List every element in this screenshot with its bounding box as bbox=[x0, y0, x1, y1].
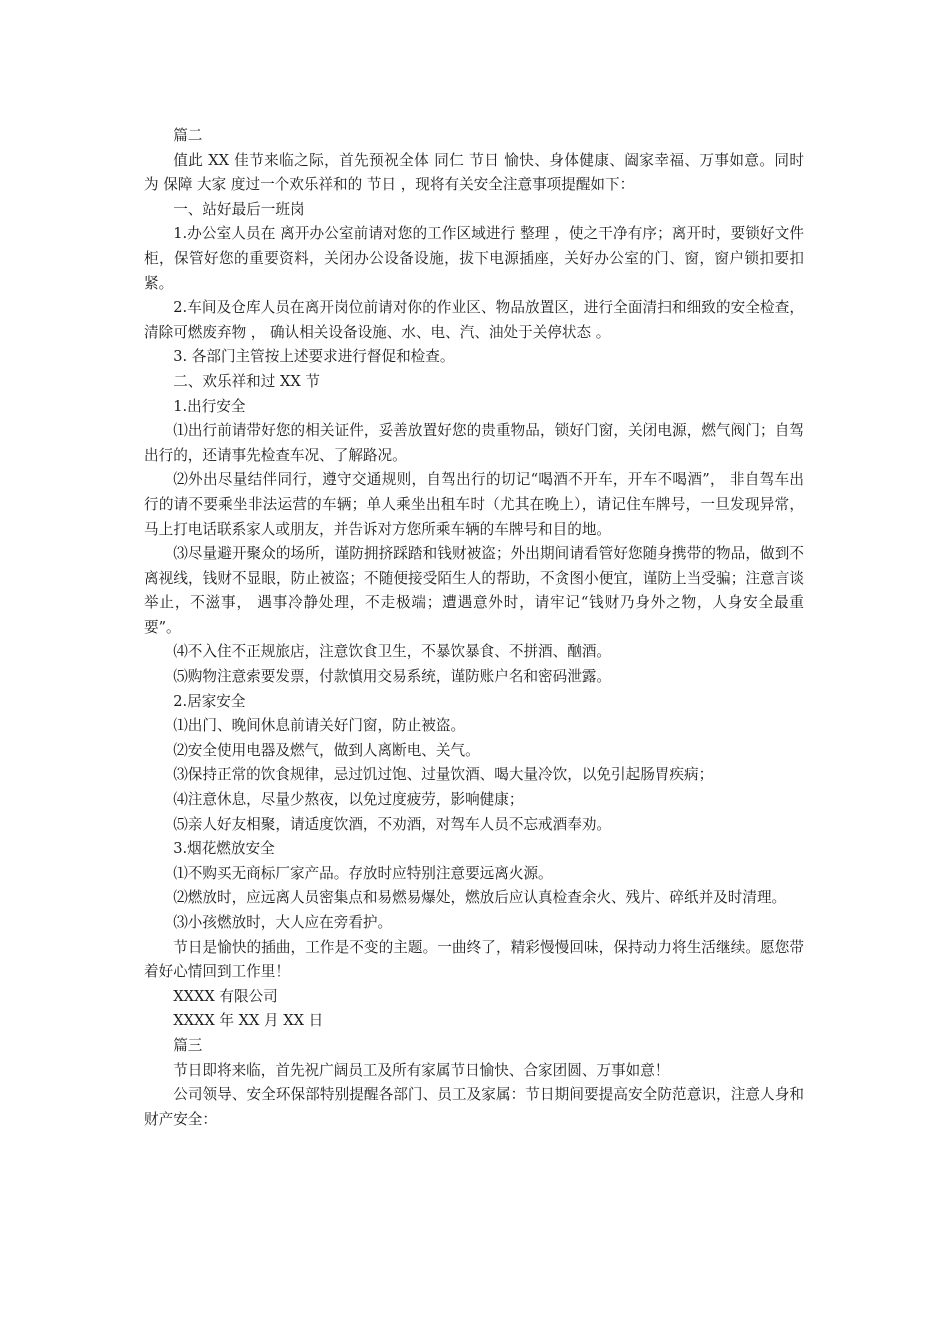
document-page bbox=[144, 124, 809, 1132]
list-item: ⑴不购买无商标厂家产品。存放时应特别注意要远离火源。 bbox=[173, 864, 553, 882]
list-item: ⑸购物注意索要发票，付款慎用交易系统，谨防账户名和密码泄露。 bbox=[173, 668, 612, 686]
list-item: ⑶保持正常的饮食规律，忌过饥过饱、过量饮酒、喝大量冷饮，以免引起肠胃疾病； bbox=[173, 766, 714, 784]
paragraph: 1.办公室人员在 离开办公室前请对您的工作区域进行 整理 ，使之干净有序；离开时，要锁好文件柜，保管好您的重要资料，关闭办公设备设施，拔下电源插座，关好办公室的门、窗，窗户锁扣要扣紧。 bbox=[144, 225, 804, 292]
list-item: ⑵外出尽量结伴同行，遵守交通规则，自驾出行的切记“喝酒不开车，开车不喝酒”， 非自驾车出行的请不要乘坐非法运营的车辆；单人乘坐出租车时（尤其在晚上），请记住车牌号，一旦发现异常，马上打电话联系家人或朋友，并告诉对方您所乘车辆的车牌号和目的地。 bbox=[144, 471, 804, 538]
closing-paragraph: 节日是愉快的插曲，工作是不变的主题。一曲终了，精彩慢慢回味，保持动力将生活继续。愿您带着好心情回到工作里！ bbox=[144, 938, 804, 981]
paragraph: 3. 各部门主管按上述要求进行督促和检查。 bbox=[173, 348, 455, 366]
heading-2: 二、欢乐祥和过 XX 节 bbox=[173, 372, 320, 390]
paragraph: 节日即将来临，首先祝广阔员工及所有家属节日愉快、合家团圆、万事如意！ bbox=[173, 1061, 670, 1079]
subheading: 2.居家安全 bbox=[173, 692, 246, 710]
subheading: 3.烟花燃放安全 bbox=[173, 840, 275, 858]
list-item: ⑶尽量避开聚众的场所，谨防拥挤踩踏和钱财被盗；外出期间请看管好您随身携带的物品，做到不离视线，钱财不显眼，防止被盗；不随便接受陌生人的帮助，不贪图小便宜，谨防上当受骗；注意言谈举止，不滋事， 遇事冷静处理，不走极端；遭遇意外时，请牢记“钱财乃身外之物，人身安全最重要”。 bbox=[144, 545, 804, 636]
company-signature: XXXX 有限公司 bbox=[173, 987, 278, 1005]
signature-date: XXXX 年 XX 月 XX 日 bbox=[173, 1012, 324, 1030]
intro-paragraph: 值此 XX 佳节来临之际，首先预祝全体 同仁 节日 愉快、身体健康、阖家幸福、万事如意。同时 为 保障 大家 度过一个欢乐祥和的 节日 ，现将有关安全注意事项提醒如下： bbox=[144, 151, 809, 194]
subheading: 1.出行安全 bbox=[173, 397, 246, 415]
paragraph: 2.车间及仓库人员在离开岗位前请对你的作业区、物品放置区，进行全面清扫和细致的安全检查，清除可燃废弃物 ， 确认相关设备设施、水、电、汽、油处于关停状态 。 bbox=[144, 299, 804, 341]
section-heading: 篇二 bbox=[173, 127, 203, 144]
list-item: ⑴出门、晚间休息前请关好门窗，防止被盗。 bbox=[173, 717, 466, 735]
list-item: ⑷不入住不正规旅店，注意饮食卫生，不暴饮暴食、不拼酒、酗酒。 bbox=[173, 643, 612, 661]
list-item: ⑴出行前请带好您的相关证件，妥善放置好您的贵重物品，锁好门窗，关闭电源，燃气阀门；自驾出行的，还请事先检查车况、了解路况。 bbox=[144, 422, 804, 464]
paragraph: 公司领导、安全环保部特别提醒各部门、员工及家属：节日期间要提高安全防范意识，注意人身和财产安全： bbox=[144, 1086, 804, 1128]
list-item: ⑶小孩燃放时，大人应在旁看护。 bbox=[173, 914, 393, 931]
list-item: ⑸亲人好友相聚，请适度饮酒，不劝酒，对驾车人员不忘戒酒奉劝。 bbox=[173, 815, 612, 833]
heading-1: 一、站好最后一班岗 bbox=[173, 200, 305, 218]
list-item: ⑷注意休息，尽量少熬夜，以免过度疲劳，影响健康； bbox=[173, 791, 524, 809]
list-item: ⑵安全使用电器及燃气，做到人离断电、关气。 bbox=[173, 741, 480, 759]
section-heading: 篇三 bbox=[173, 1036, 203, 1054]
list-item: ⑵燃放时，应远离人员密集点和易燃易爆处，燃放后应认真检查余火、残片、碎纸并及时清理。 bbox=[173, 889, 787, 907]
